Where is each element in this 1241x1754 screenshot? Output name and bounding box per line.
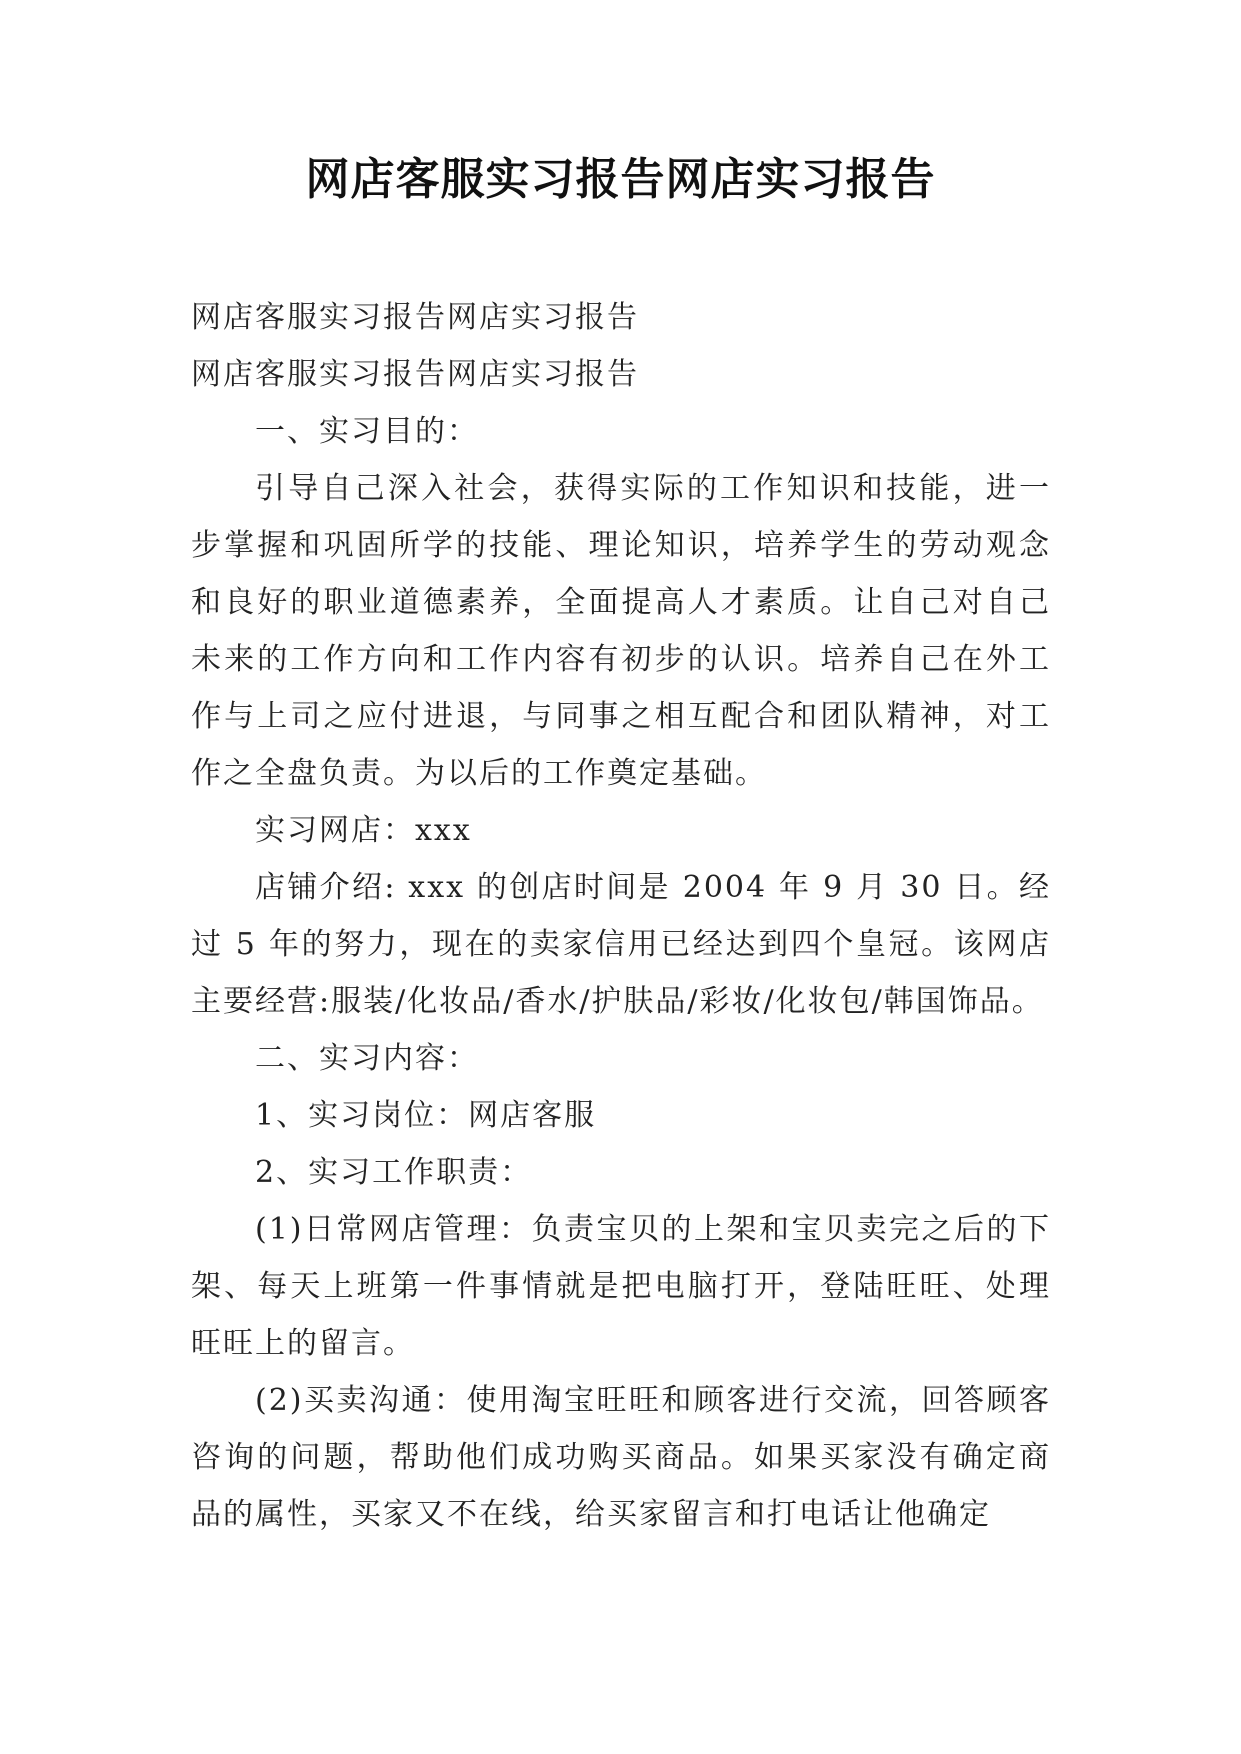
paragraph: 1、实习岗位：网店客服 [255,1098,597,1133]
paragraph: 网店客服实习报告网店实习报告 [191,300,639,335]
paragraph: 2、实习工作职责： [255,1155,533,1190]
section-heading: 二、实习内容： [255,1041,479,1076]
document-body [191,289,1051,1543]
section-heading: 一、实习目的： [255,414,479,449]
paragraph: 实习网店：xxx [255,813,472,848]
paragraph: (2)买卖沟通：使用淘宝旺旺和顾客进行交流，回答顾客咨询的问题，帮助他们成功购买商品。如果买家没有确定商品的属性，买家又不在线，给买家留言和打电话让他确定 [191,1383,1051,1532]
document-title: 网店客服实习报告网店实习报告 [305,154,936,205]
paragraph: 引导自己深入社会，获得实际的工作知识和技能，进一步掌握和巩固所学的技能、理论知识，培养学生的劳动观念和良好的职业道德素养，全面提高人才素质。让自己对自己未来的工作方向和工作内容有初步的认识。培养自己在外工作与上司之应付进退，与同事之相互配合和团队精神，对工作之全盘负责。为以后的工作奠定基础。 [191,471,1051,791]
paragraph: 网店客服实习报告网店实习报告 [191,357,639,392]
paragraph: (1)日常网店管理：负责宝贝的上架和宝贝卖完之后的下架、每天上班第一件事情就是把电脑打开，登陆旺旺、处理旺旺上的留言。 [191,1212,1051,1361]
paragraph: 店铺介绍: xxx 的创店时间是 2004 年 9 月 30 日。经过 5 年的努力，现在的卖家信用已经达到四个皇冠。该网店主要经营:服装/化妆品/香水/护肤品/彩妆/化妆包/韩国饰品。 [191,870,1051,1019]
